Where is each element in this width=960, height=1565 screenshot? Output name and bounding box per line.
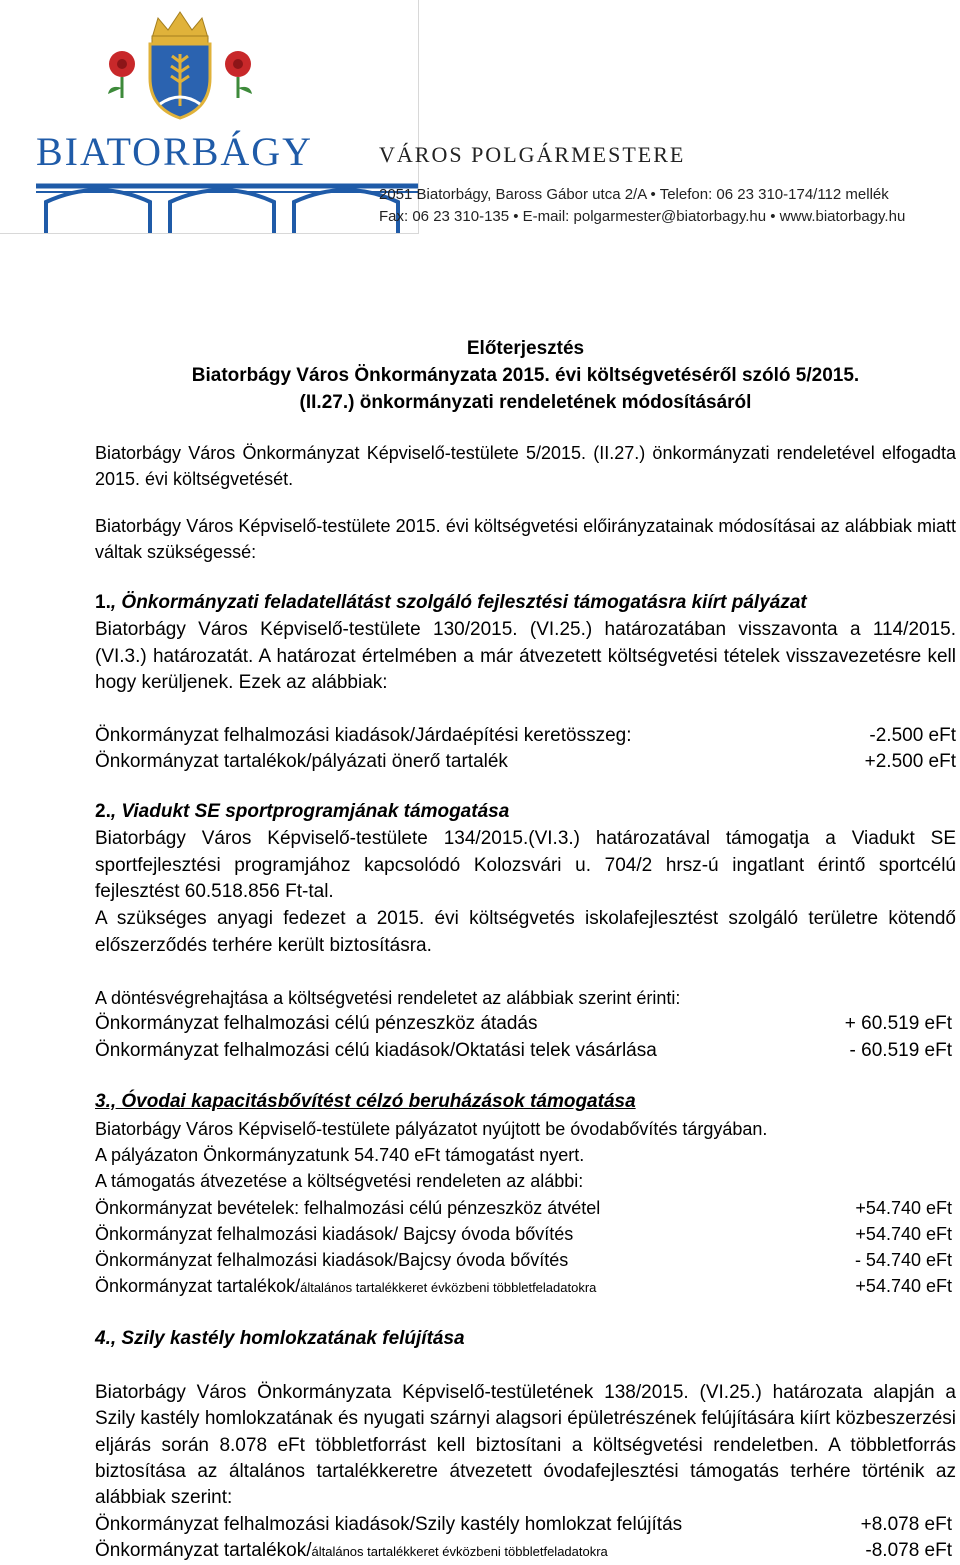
section2-item	[95, 1038, 956, 1064]
coat-of-arms-icon	[100, 6, 260, 121]
section3-heading: 3., Óvodai kapacitásbővítést célzó beruházások támogatása	[95, 1091, 636, 1112]
item-label: Önkormányzat tartalékok/általános tartalékkeret évközbeni többletfeladatokra	[95, 1276, 597, 1296]
mayor-office-title: VÁROS POLGÁRMESTERE	[379, 142, 686, 167]
item-value: -8.078 eFt	[865, 1540, 952, 1561]
section3-item	[95, 1195, 956, 1221]
section2-body3: A döntésvégrehajtása a költségvetési rendeletet az alábbiak szerint érinti:	[95, 988, 681, 1008]
section2-body2: A szükséges anyagi fedezet a 2015. évi költségvetés iskolafejlesztést szolgáló területre kötendő előszerződés terhére került biztosításra.	[95, 908, 956, 956]
section3-item	[95, 1273, 956, 1299]
section2-number: 2.	[95, 801, 111, 822]
section1-body: Biatorbágy Város Képviselő-testülete 130/2015. (VI.25.) határozatában visszavonta a 114/2015. (VI.3.) határozatát. A határozat értelmében a már átvezetett költségvetési tételek visszavezetésre kell hogy kerüljenek. Ezek az alábbiak:	[95, 619, 956, 693]
item-label: Önkormányzat felhalmozási kiadások/Járdaépítési keretösszeg:	[95, 725, 632, 746]
item-value: +8.078 eFt	[860, 1514, 952, 1535]
item-label: Önkormányzat felhalmozási célú kiadások/Oktatási telek vásárlása	[95, 1040, 657, 1061]
section3-item	[95, 1221, 956, 1247]
item-value: + 60.519 eFt	[844, 1013, 952, 1034]
doc-title-line1: Előterjesztés	[466, 338, 585, 359]
item-value: -2.500 eFt	[869, 725, 956, 746]
intro-paragraph-1: Biatorbágy Város Önkormányzat Képviselő-testülete 5/2015. (II.27.) önkormányzati rendeletével elfogadta 2015. évi költségvetését.	[95, 443, 956, 489]
section4-heading: 4., Szily kastély homlokzatának felújítása	[95, 1328, 465, 1349]
section2-title: , Viadukt SE sportprogramjának támogatása	[110, 801, 510, 822]
crest-panel	[0, 0, 419, 234]
contact-line: Fax: 06 23 310-135 • E-mail: polgarmester@biatorbagy.hu • www.biatorbagy.hu	[379, 208, 906, 225]
doc-title-line2: Biatorbágy Város Önkormányzata 2015. évi költségvetéséről szóló 5/2015.	[191, 365, 860, 386]
section2-item	[95, 1011, 956, 1037]
item-label: Önkormányzat tartalékok/pályázati önerő tartalék	[95, 751, 508, 772]
section4-item	[95, 1538, 956, 1564]
item-label: Önkormányzat felhalmozási kiadások/Szily kastély homlokzat felújítás	[95, 1514, 683, 1535]
item-label: Önkormányzat bevételek: felhalmozási célú pénzeszköz átvétel	[95, 1198, 601, 1218]
section3-item	[95, 1247, 956, 1273]
section2-heading	[95, 799, 956, 825]
section1-item	[95, 723, 956, 749]
section1-title: , Önkormányzati feladatellátást szolgáló fejlesztési támogatásra kiírt pályázat	[110, 592, 807, 613]
section1-item	[95, 749, 956, 775]
section3-body1: Biatorbágy Város Képviselő-testülete pályázatot nyújtott be óvodabővítés tárgyában.	[95, 1119, 768, 1139]
item-value: - 54.740 eFt	[854, 1250, 952, 1270]
section4-item	[95, 1512, 956, 1538]
section3-body2: A pályázaton Önkormányzatunk 54.740 eFt támogatást nyert.	[95, 1145, 585, 1165]
section1-heading	[95, 590, 956, 616]
item-value: +2.500 eFt	[864, 751, 956, 772]
viaduct-bridge-icon	[36, 178, 418, 233]
section1-number: 1.	[95, 592, 111, 613]
brand-name: BIATORBÁGY	[36, 129, 314, 174]
item-value: - 60.519 eFt	[849, 1040, 952, 1061]
item-label: Önkormányzat felhalmozási kiadások/Bajcsy óvoda bővítés	[95, 1250, 569, 1270]
section3-body3: A támogatás átvezetése a költségvetési rendeleten az alábbi:	[95, 1171, 584, 1191]
section4-body: Biatorbágy Város Önkormányzata Képviselő-testületének 138/2015. (VI.25.) határozata alapján a Szily kastély homlokzatának és nyugati szárnyi alagsori épületrészének felújítására kiírt közbeszerzési eljárás során 8.078 eFt többletforrást kell biztosítani a költségvetési rendeletben. A többletforrás biztosítása az általános tartalékkeretre átvezetett óvodafejlesztési támogatás terhére történik az alábbiak szerint:	[95, 1382, 956, 1509]
doc-title-line3: (II.27.) önkormányzati rendeletének módosításáról	[299, 392, 752, 413]
item-label: Önkormányzat felhalmozási kiadások/ Bajcsy óvoda bővítés	[95, 1224, 574, 1244]
letterhead	[0, 0, 960, 235]
section2-body1: Biatorbágy Város Képviselő-testülete 134/2015.(VI.3.) határozatával támogatja a Viadukt SE sportfejlesztési programjához kapcsolódó Kolozsvári u. 704/2 hrsz-ú ingatlant érintő sportcélú fejlesztést 60.518.856 Ft-tal.	[95, 828, 956, 902]
item-value: +54.740 eFt	[855, 1276, 952, 1296]
intro-paragraph-2: Biatorbágy Város Képviselő-testülete 2015. évi költségvetési előirányzatainak módosításai az alábbiak miatt váltak szükségessé:	[95, 516, 956, 562]
address-line: 2051 Biatorbágy, Baross Gábor utca 2/A • Telefon: 06 23 310-174/112 mellék	[379, 186, 889, 203]
item-value: +54.740 eFt	[855, 1198, 952, 1218]
item-value: +54.740 eFt	[855, 1224, 952, 1244]
item-label: Önkormányzat tartalékok/általános tartalékkeret évközbeni többletfeladatokra	[95, 1540, 608, 1561]
item-label: Önkormányzat felhalmozási célú pénzeszköz átadás	[95, 1013, 538, 1034]
